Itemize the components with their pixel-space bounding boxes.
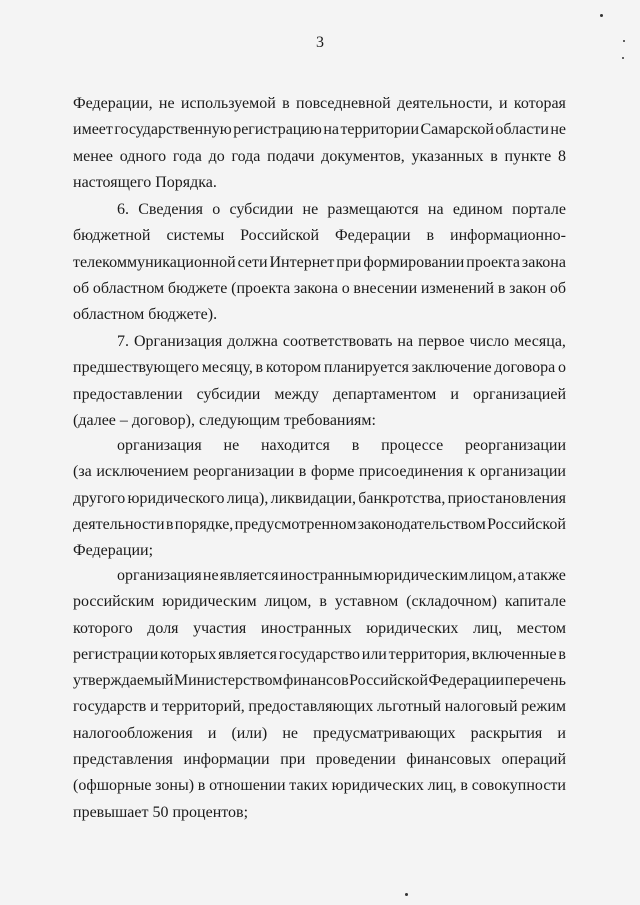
word: документов, (321, 147, 405, 165)
paragraph (73, 197, 566, 328)
word: юридическим (162, 593, 257, 611)
text-line (73, 668, 566, 694)
text-line (73, 329, 566, 355)
word: утверждаемый (73, 672, 174, 690)
word: проекта (466, 253, 520, 271)
word: форме (310, 463, 355, 481)
word: не (158, 95, 175, 112)
word: о (212, 201, 221, 218)
text-line (73, 589, 566, 615)
word: Министерством (173, 672, 283, 690)
word: пункте (504, 147, 552, 165)
word: в (351, 437, 360, 454)
word: присоединения (358, 463, 464, 481)
text-line: Федерации; (73, 542, 154, 560)
word: лиц, (472, 619, 503, 637)
word: в (165, 515, 174, 533)
word: года (231, 147, 261, 165)
word: предшествующего (73, 359, 200, 377)
word: должна (227, 333, 278, 350)
word: уставном (334, 593, 399, 611)
text-line (73, 197, 566, 223)
word: участия (193, 619, 247, 637)
word: а (517, 567, 525, 584)
word: департаментом (332, 385, 437, 403)
word: порядке, (174, 515, 234, 533)
paragraph (73, 433, 566, 564)
word: представления (73, 751, 173, 769)
word: лиц, (427, 777, 457, 795)
word: Самарской (420, 121, 494, 139)
text-line: превышает 50 процентов; (73, 803, 249, 821)
word: финансовых (406, 751, 491, 769)
scan-speck (623, 40, 625, 42)
word: юридических (331, 777, 424, 795)
paragraph (73, 329, 566, 434)
word: системы (166, 227, 225, 245)
word: договора (494, 359, 556, 377)
word: на (397, 333, 414, 350)
word: не (282, 724, 298, 742)
word: закона (521, 253, 566, 271)
word: государственную (114, 121, 232, 139)
word: включенные (471, 645, 557, 663)
word: области (495, 121, 549, 139)
word: отношении (209, 777, 286, 795)
word: которая (513, 95, 566, 112)
word: до (208, 147, 225, 165)
word: и (149, 698, 159, 716)
word: соответствовать (282, 333, 393, 350)
word: организации (480, 463, 566, 481)
word: зоны) (155, 777, 195, 795)
word: организация (117, 437, 202, 454)
word: менее (73, 147, 113, 165)
word: юридических (366, 619, 459, 637)
word: областном (92, 279, 165, 297)
text-line: настоящего Порядка. (73, 173, 217, 191)
word: (складочном) (406, 593, 497, 611)
text-line (73, 117, 566, 143)
word: ликвидации, (270, 489, 356, 507)
word: субсидии (229, 201, 294, 218)
text-line (73, 250, 566, 276)
word: также (525, 567, 566, 584)
word: субсидии (196, 385, 261, 403)
word: закон (509, 279, 547, 297)
word: налогообложения (73, 724, 193, 742)
word: телекоммуникационной (73, 253, 236, 271)
word: деятельности, (397, 95, 493, 112)
word: реорганизации (193, 463, 295, 481)
word: операций (501, 751, 566, 769)
word: в (426, 227, 435, 245)
word: лицом, (264, 593, 312, 611)
word: финансов (282, 672, 349, 690)
word: об (549, 279, 566, 297)
word: регистрацию (233, 121, 322, 139)
word: на (427, 201, 444, 218)
word: формировании (363, 253, 465, 271)
paragraph (73, 91, 566, 196)
word: реорганизации (465, 437, 566, 454)
word: в (197, 777, 206, 795)
word: предусмотренном (234, 515, 357, 533)
word: внесении (353, 279, 418, 297)
word: (или) (231, 724, 268, 742)
text-line (73, 276, 566, 302)
word: государств (73, 698, 147, 716)
text-line (73, 616, 566, 642)
word: местом (516, 619, 566, 637)
word: банкротства, (358, 489, 446, 507)
word: (проекта (231, 279, 291, 297)
word: территорий, (162, 698, 245, 716)
word: лицом, (469, 567, 517, 584)
word: юридического (127, 489, 225, 507)
word: льготный (376, 698, 442, 716)
word: (офшорные (73, 777, 152, 795)
word: не (202, 567, 219, 584)
word: планируется (323, 359, 410, 377)
word: в (460, 777, 468, 795)
word: российским (73, 593, 155, 611)
text-line (73, 512, 566, 538)
word: Федерации (334, 227, 411, 245)
text-line: (далее – договор), следующим требованиям: (73, 411, 376, 429)
word: первое (418, 333, 465, 350)
text-line (73, 773, 566, 799)
word: раскрытия (470, 724, 543, 742)
word: котором (265, 359, 322, 377)
word: об (73, 279, 90, 297)
text-line (73, 355, 566, 381)
word: используемой (180, 95, 276, 112)
word: информационно- (450, 227, 566, 245)
word: Организация (134, 333, 223, 350)
word: указанных (411, 147, 484, 165)
word: организацией (473, 385, 566, 403)
word: доля (147, 619, 179, 637)
word: Интернет (269, 253, 335, 271)
word: 8 (558, 147, 566, 165)
word: процессе (381, 437, 444, 454)
word: территория, (388, 645, 470, 663)
word: юридическим (373, 567, 469, 584)
word: о (341, 279, 350, 297)
word: государство (278, 645, 360, 663)
word: исключением (96, 463, 189, 481)
word: (за (73, 463, 92, 481)
word: капитале (504, 593, 566, 611)
word: заключение (411, 359, 492, 377)
word: законодательством (357, 515, 486, 533)
text-line (73, 223, 566, 249)
word: перечень (504, 672, 566, 690)
paragraph (73, 563, 566, 826)
word: на (323, 121, 339, 139)
word: в (255, 359, 264, 377)
word: в (497, 279, 506, 297)
word: бюджетной (73, 227, 151, 245)
word: предоставлении (73, 385, 183, 403)
word: Российской (487, 515, 566, 533)
text-line (73, 382, 566, 408)
scan-speck (600, 14, 603, 17)
word: не (302, 201, 319, 218)
text-line (73, 563, 566, 589)
word: имеет (73, 121, 113, 139)
word: размещаются (327, 201, 419, 218)
text-line (73, 91, 566, 117)
word: подачи (267, 147, 315, 165)
word: таких (289, 777, 328, 795)
word: которого (73, 619, 133, 637)
word: 6. (117, 201, 129, 218)
word: не (550, 121, 566, 139)
word: месяцу, (201, 359, 253, 377)
word: года (172, 147, 202, 165)
word: Российской (240, 227, 320, 245)
word: Федерации (428, 672, 505, 690)
word: повседневной (296, 95, 391, 112)
word: закона (293, 279, 338, 297)
text-line (73, 747, 566, 773)
word: и (207, 724, 217, 742)
word: и (450, 385, 459, 403)
text-line: областном бюджете). (73, 306, 218, 324)
text-line (73, 721, 566, 747)
text-line (73, 459, 566, 485)
word: приостановления (447, 489, 566, 507)
word: деятельности (73, 515, 165, 533)
word: о (557, 359, 566, 377)
word: изменений (420, 279, 495, 297)
word: в (298, 463, 307, 481)
word: Российской (349, 672, 429, 690)
word: едином (452, 201, 503, 218)
word: лица), (226, 489, 269, 507)
word: в (319, 593, 327, 611)
page-number: 3 (316, 34, 324, 51)
text-line (73, 486, 566, 512)
word: в (558, 645, 566, 663)
word: при (336, 253, 362, 271)
word: иностранных (260, 619, 352, 637)
text-line (73, 433, 566, 459)
word: число (469, 333, 510, 350)
word: сети (237, 253, 268, 271)
word: бюджете (167, 279, 228, 297)
word: регистрации (73, 645, 159, 663)
word: является (219, 567, 279, 584)
word: территории (340, 121, 419, 139)
word: которых (160, 645, 217, 663)
word: находится (260, 437, 330, 454)
word: режим (521, 698, 566, 716)
text-line (73, 694, 566, 720)
word: 7. (117, 333, 129, 350)
word: является (218, 645, 277, 663)
scan-speck (622, 57, 624, 59)
word: месяца, (514, 333, 566, 350)
word: между (274, 385, 319, 403)
word: организация (117, 567, 202, 584)
word: совокупности (471, 777, 566, 795)
word: к (467, 463, 476, 481)
word: не (223, 437, 240, 454)
scan-speck (405, 893, 408, 896)
word: информации (183, 751, 270, 769)
text-line (73, 642, 566, 668)
word: Сведения (138, 201, 203, 218)
word: другого (73, 489, 126, 507)
word: и (499, 95, 508, 112)
word: Федерации, (73, 95, 153, 112)
word: и (557, 724, 566, 742)
word: портале (512, 201, 566, 218)
word: при (280, 751, 306, 769)
word: иностранным (279, 567, 373, 584)
word: налоговый (444, 698, 518, 716)
word: предоставляющих (248, 698, 374, 716)
word: предусматривающих (313, 724, 456, 742)
word: одного (119, 147, 167, 165)
text-line (73, 144, 566, 170)
word: в (490, 147, 498, 165)
word: проведении (315, 751, 396, 769)
word: или (361, 645, 387, 663)
word: в (282, 95, 290, 112)
